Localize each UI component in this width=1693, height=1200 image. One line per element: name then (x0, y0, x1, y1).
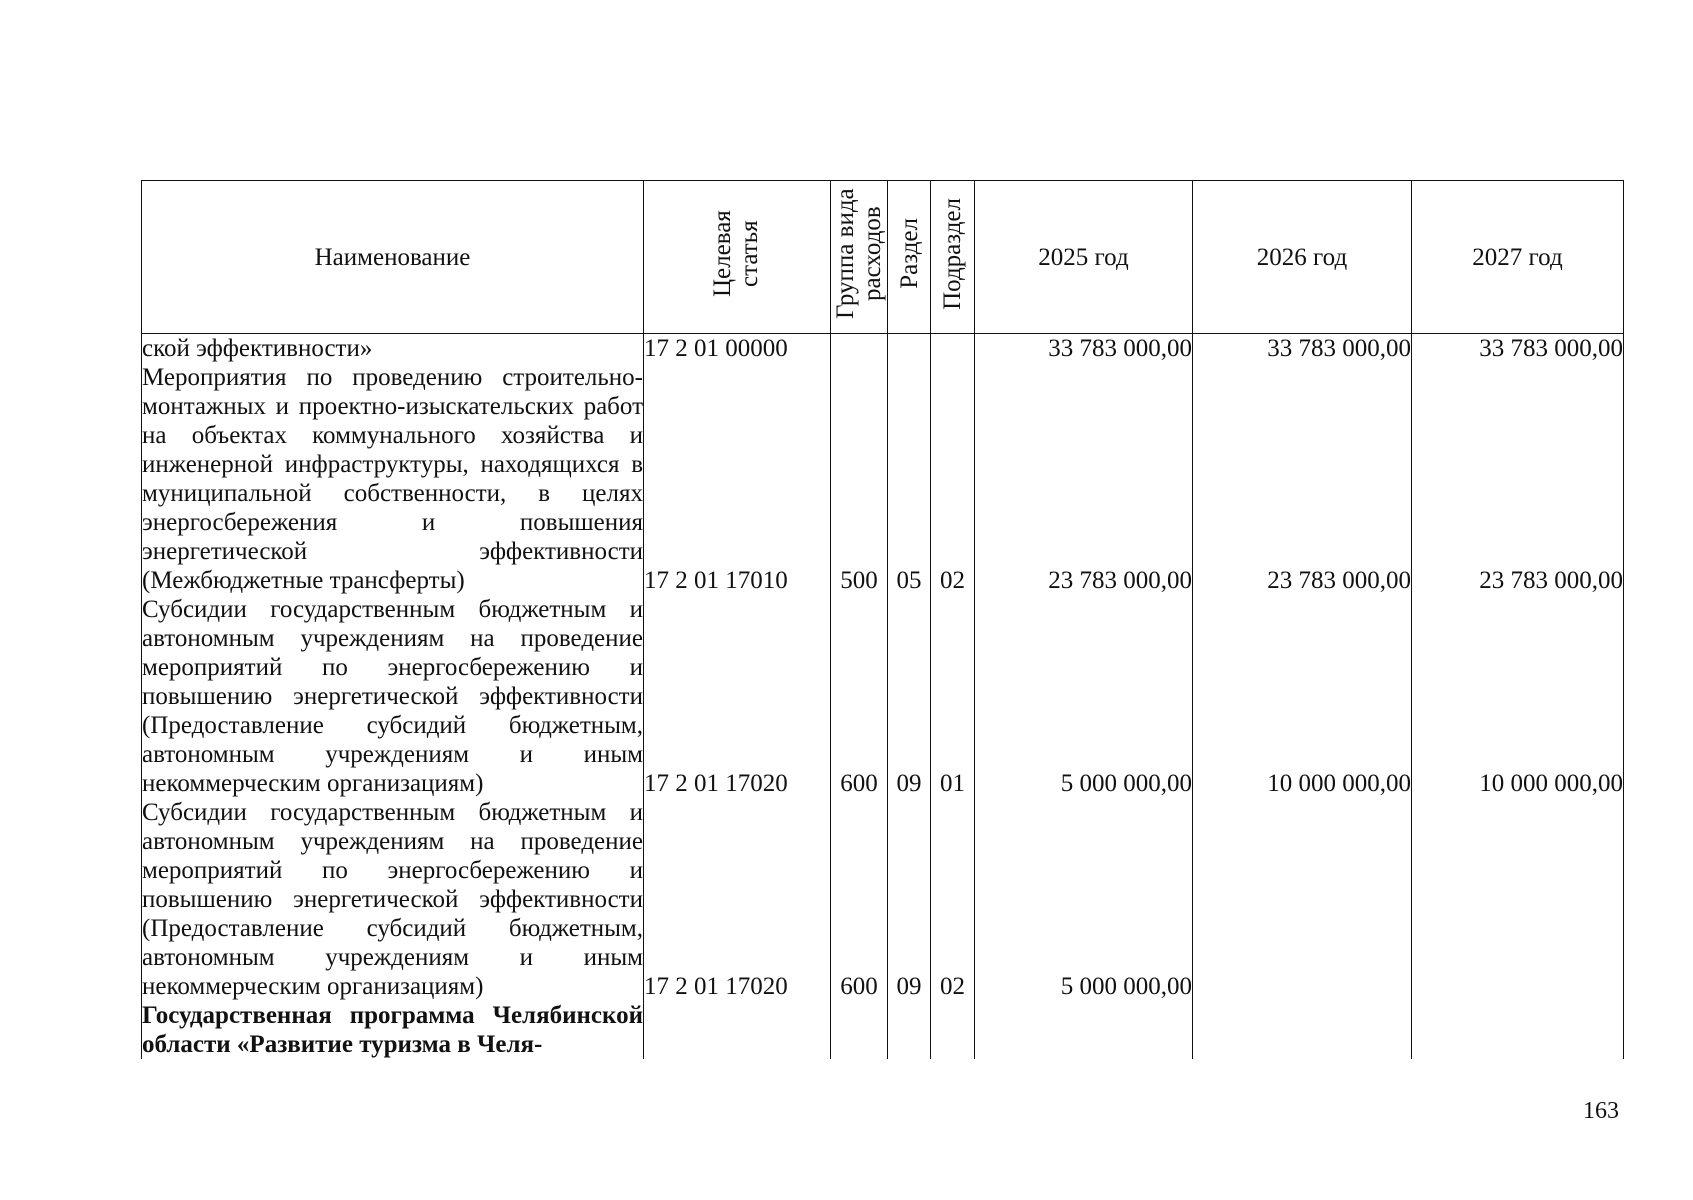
row-expense-group (831, 1001, 888, 1059)
row-amount-2026 (1193, 798, 1412, 1001)
row-name: Мероприятия по проведению строительно-монтажных и проектно-изыскательских работ на объектах коммунального хозяйства и инженерной инфраструктуры, находящихся в муниципальной собственности, в целях энергосбережения и повышения энергетической эффективности (Межбюджетные трансферты) (142, 364, 643, 594)
row-amount-2025: 5 000 000,00 (975, 595, 1193, 798)
row-target-article: 17 2 01 00000 (644, 334, 831, 364)
row-expense-group (831, 334, 888, 364)
row-expense-group: 600 (831, 595, 888, 798)
row-amount-2026: 33 783 000,00 (1193, 334, 1412, 364)
row-section: 09 (888, 595, 931, 798)
row-amount-2025 (975, 1001, 1193, 1059)
header-expense-group: Группа вида расходов (831, 181, 888, 334)
row-amount-2025: 5 000 000,00 (975, 798, 1193, 1001)
row-target-article (644, 1001, 831, 1059)
row-section: 05 (888, 363, 931, 595)
row-amount-2026: 23 783 000,00 (1193, 363, 1412, 595)
header-target-article: Целевая статья (644, 181, 831, 334)
row-target-article: 17 2 01 17020 (644, 595, 831, 798)
row-expense-group: 500 (831, 363, 888, 595)
header-subsection: Подраздел (931, 181, 975, 334)
header-name: Наименование (142, 181, 644, 334)
row-target-article: 17 2 01 17010 (644, 363, 831, 595)
row-amount-2027 (1412, 1001, 1624, 1059)
row-target-article: 17 2 01 17020 (644, 798, 831, 1001)
row-subsection: 02 (931, 798, 975, 1001)
row-subsection: 01 (931, 595, 975, 798)
header-section: Раздел (888, 181, 931, 334)
table-row (142, 595, 1624, 798)
row-subsection (931, 334, 975, 364)
header-2027: 2027 год (1412, 181, 1624, 334)
header-2026: 2026 год (1193, 181, 1412, 334)
row-name: Субсидии государственным бюджетным и автономным учреждениям на проведение мероприятий по энергосбережению и повышению энергетической эффективности (Предоставление субсидий бюджетным, автономным учреждениям и иным некоммерческим организациям) (142, 799, 643, 1000)
budget-table (141, 180, 1624, 1059)
row-name: Субсидии государственным бюджетным и автономным учреждениям на проведение мероприятий по энергосбережению и повышению энергетической эффективности (Предоставление субсидий бюджетным, автономным учреждениям и иным некоммерческим организациям) (142, 596, 643, 797)
table-header-row (142, 181, 1624, 334)
row-amount-2026 (1193, 1001, 1412, 1059)
table-row (142, 798, 1624, 1001)
header-2025: 2025 год (975, 181, 1193, 334)
table-row (142, 1001, 1624, 1059)
row-amount-2027 (1412, 798, 1624, 1001)
row-amount-2027: 23 783 000,00 (1412, 363, 1624, 595)
table-row (142, 334, 1624, 364)
page-number: 163 (1583, 1098, 1619, 1124)
row-section: 09 (888, 798, 931, 1001)
row-amount-2026: 10 000 000,00 (1193, 595, 1412, 798)
row-section (888, 1001, 931, 1059)
row-amount-2027: 33 783 000,00 (1412, 334, 1624, 364)
row-name: Государственная программа Челябинской области «Развитие туризма в Челя- (142, 1002, 643, 1058)
row-name: ской эффективности» (142, 334, 644, 364)
row-section (888, 334, 931, 364)
row-amount-2025: 33 783 000,00 (975, 334, 1193, 364)
row-subsection (931, 1001, 975, 1059)
row-subsection: 02 (931, 363, 975, 595)
row-amount-2027: 10 000 000,00 (1412, 595, 1624, 798)
row-expense-group: 600 (831, 798, 888, 1001)
table-row (142, 363, 1624, 595)
row-amount-2025: 23 783 000,00 (975, 363, 1193, 595)
